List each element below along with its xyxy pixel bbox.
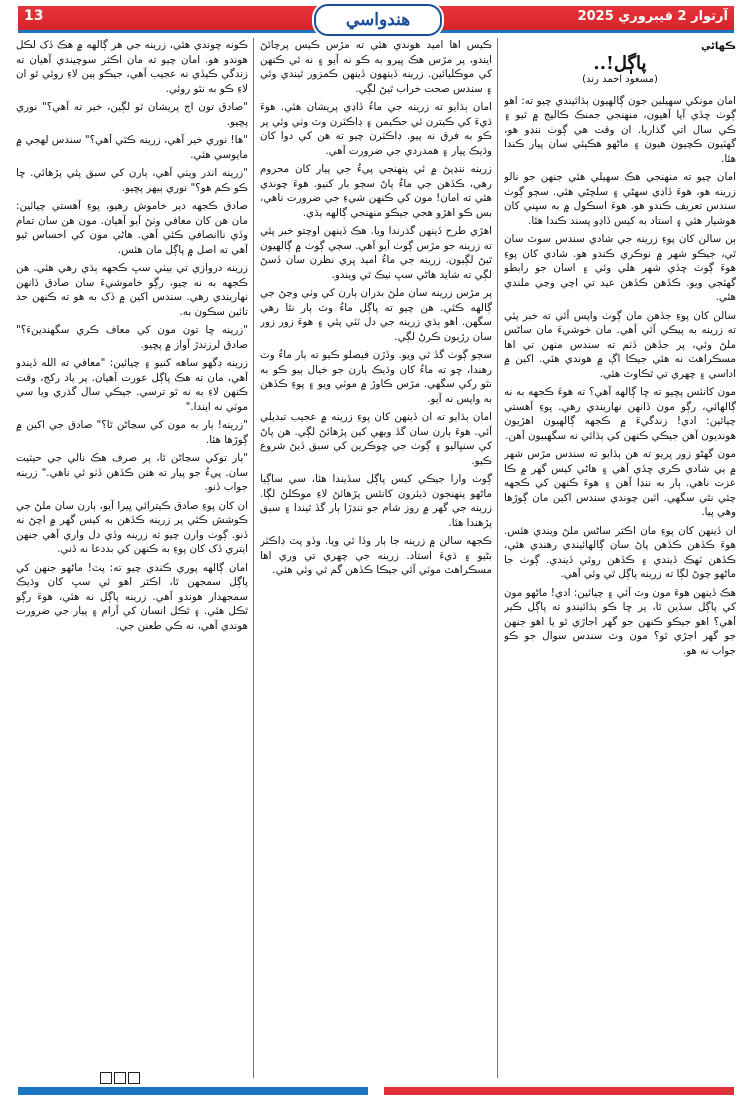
page-number: 13 bbox=[24, 8, 44, 24]
article-columns bbox=[16, 38, 736, 1078]
paragraph: زرينه ڊگهو ساهه کنيو ۽ چيائين: "معافي ته الله ڏيندو آهي، مان ته هڪ پاڳل عورت آهيان. پر ياد رکج، وقت ڪنهن لاءِ به نه ٿو ترسي. جيڪي سال گذري ويا سي موٽي نه ايندا." bbox=[16, 357, 248, 413]
paragraph: "زرينه! ٻار به مون کي سڃاڻن ٿا؟" صادق جي اکين ۾ ڳوڙها هئا. bbox=[16, 419, 248, 446]
paragraph: ڳوٺ وارا جيڪي کيس پاڳل سڏيندا هئا، سي ساڳيا ماڻهو پنهنجون ڌيئرون کانئس پڙهائڻ لاءِ موڪلڻ لڳا. زرينه جي گهر ۾ روز شام جو ننڍڙا ٻار گڏ ٿيندا ۽ سبق پڙهندا هئا. bbox=[260, 473, 492, 529]
footer-blue-bar bbox=[18, 1087, 368, 1095]
column-divider bbox=[497, 38, 498, 1078]
page-footer bbox=[18, 1083, 734, 1097]
paragraph: امان ٻڌايو ته زرينه جي ماءُ ڏاڍي پريشان هئي. هوءَ ڌيءَ کي ڪيترن ئي حڪيمن ۽ ڊاڪٽرن وٽ وٺي وئي پر ڪو به فرق نه پيو. ڊاڪٽرن چيو ته هن کي دوا کان وڌيڪ پيار ۽ همدردي جي ضرورت آهي. bbox=[260, 101, 492, 157]
column-right bbox=[504, 38, 736, 1078]
paragraph: زرينه ننڍپڻ ۾ ئي پنهنجي پيءُ جي پيار کان محروم رهي، ڪڏهن جي ماءُ پاڻ سڄو بار کنيو. هوءَ چوندي هئي ته امان! مون کي ڪنهن شيءِ جي ضرورت ناهي، بس ڪو اهڙو هجي جيڪو منهنجي ڳالهه ٻڌي. bbox=[260, 163, 492, 219]
paragraph: سالن کان پوءِ جڏهن مان ڳوٺ واپس آئي ته خبر پئي ته زرينه به پيڪي آئي آهي. مان خوشيءَ مان ساڻس ملڻ وئي، پر جڏهن ڏٺم ته سندس منهن تي اها مسڪراهٽ نه هئي جيڪا اڳ ۾ هوندي هئي. اکين ۾ اداسي ۽ چهري تي ٿڪاوٽ هئي. bbox=[504, 309, 736, 380]
paragraph: پر مڙس زرينه سان ملڻ بدران ٻارن کي وٺي وڃڻ جي ڳالهه ڪئي. هن چيو ته پاڳل ماءُ وٽ ٻار نٿا رهي سگهن. اهو ٻڌي زرينه جي دل ٽٽي پئي ۽ هوءَ زور زور سان رڙيون ڪرڻ لڳي. bbox=[260, 287, 492, 343]
paragraph: ان کان پوءِ صادق ڪيترائي ڀيرا آيو، ٻارن سان ملڻ جي ڪوشش ڪئي پر زرينه ڪڏهن به کيس گهر ۾ اچڻ نه ڏنو. ڳوٺ وارن چيو ته زرينه وڏي دل واري آهي جنهن ايتري ڏک کان پوءِ به ڪنهن کي بددعا نه ڏني. bbox=[16, 499, 248, 555]
paragraph: ڪيس اها اميد هوندي هئي ته مڙس ڪيس پرچائڻ ايندو، پر مڙس هڪ ڀيرو به ڪو نه آيو ۽ نه ئي ڪنهن کي موڪليائين. زرينه ڏينهون ڏينهن ڪمزور ٿيندي وئي ۽ سندس صحت خراب ٿيڻ لڳي. bbox=[260, 39, 492, 95]
paragraph: صادق ڪجهه دير خاموش رهيو، پوءِ آهستي چيائين: مان هن کان معافي وٺڻ آيو آهيان. مون هن سان تمام وڏي ناانصافي ڪئي آهي. هاڻي مون کي احساس ٿيو آهي ته اصل ۾ پاڳل مان هئس. bbox=[16, 200, 248, 256]
paragraph: ان ڏينهن کان پوءِ مان اڪثر ساڻس ملڻ ويندي هئس. هوءَ ڪڏهن ڪڏهن پاڻ سان ڳالهائيندي رهندي هئي، ڪڏهن ٽهڪ ڏيندي ۽ ڪڏهن روئي ڏيندي. ڳوٺ جا ماڻهو چوڻ لڳا ته زرينه پاڳل ٿي وئي آهي. bbox=[504, 524, 736, 580]
column-middle bbox=[260, 38, 492, 1078]
logo-text: هندواسي bbox=[345, 10, 411, 30]
column-divider bbox=[253, 38, 254, 1078]
paragraph: "ٻار توکي سڃاڻن ٿا، پر صرف هڪ نالي جي حيثيت سان. پيءُ جو پيار ته هنن ڪڏهن ڏٺو ئي ناهي." زرينه جواب ڏنو. bbox=[16, 452, 248, 493]
paragraph: امان ٻڌايو ته ان ڏينهن کان پوءِ زرينه ۾ عجيب تبديلي آئي. هوءَ ٻارن سان گڏ ويهي کين پڙهائڻ لڳي. هن پاڻ کي سنڀاليو ۽ ڳوٺ جي ڇوڪرين کي سبق ڏيڻ شروع ڪيو. bbox=[260, 411, 492, 467]
story-author: (مسعود احمد رند) bbox=[582, 74, 658, 85]
paragraph: "ها! نوري خير آهي، زرينه ڪٿي آهي؟" سندس لهجي ۾ مايوسي هئي. bbox=[16, 134, 248, 161]
newspaper-logo bbox=[314, 4, 442, 36]
paragraph: مون کانئس پڇيو ته ڇا ڳالهه آهي؟ ته هوءَ ڪجهه به نه ڳالهائي، رڳو مون ڏانهن نهاريندي رهي. پوءِ آهستي چيائين: ادي! زندگيءَ ۾ ڪجهه ڳالهيون اهڙيون هونديون آهن جيڪي ڪنهن کي ٻڌائي نه سگهبيون آهن. bbox=[504, 386, 736, 442]
column-left bbox=[16, 38, 248, 1078]
paragraph: "زرينه اندر ويٺي آهي، ٻارن کي سبق پئي پڙهائي. ڇا ڪو ڪم هو؟" نوري ٻيهر پڇيو. bbox=[16, 167, 248, 194]
footer-red-bar bbox=[384, 1087, 734, 1095]
paragraph: "زرينه ڇا تون مون کي معاف ڪري سگهندينءَ؟" صادق لرزندڙ آواز ۾ پڇيو. bbox=[16, 324, 248, 351]
paragraph: امان ڳالهه پوري ڪندي چيو ته: پٽ! ماڻهو جنهن کي پاڳل سمجهن ٿا، اڪثر اهو ئي سڀ کان وڌيڪ سمجهدار هوندو آهي. زرينه پاڳل نه هئي، هوءَ رڳو ٿڪل هئي. ۽ ٿڪل انسان کي آرام ۽ پيار جي ضرورت هوندي آهي، نه ڪي طعنن جي. bbox=[16, 561, 248, 632]
paragraph: هڪ ڏينهن هوءَ مون وٽ آئي ۽ چيائين: ادي! ماڻهو مون کي پاڳل سڏين ٿا، پر ڇا ڪو ٻڌائيندو ته پاڳل ڪير آهي؟ اهو جيڪو ڪنهن جو گهر اجاڙي ٿو يا اهو جنهن جو گهر اجڙي ٿو؟ مون وٽ سندس سوال جو ڪو جواب نه هو. bbox=[504, 586, 736, 657]
paragraph: امان مونکي سهيلين جون ڳالهيون ٻڌائيندي چيو ته: اهو ڳوٺ ڇڏي آيا آهيون، منهنجي جمنڪ ڪاليج ۾ ٿيو ۽ ڪي سال اتي گذاريا. ان وقت هي ڳوٺ ننڍو هو، گهٽيون ڪچيون هيون ۽ ماڻهو هڪٻئي سان پيار ڪندا هئا. bbox=[504, 94, 736, 165]
paragraph: مون گهڻو زور ڀريو ته هن ٻڌايو ته سندس مڙس شهر ۾ ٻي شادي ڪري ڇڏي آهي ۽ هاڻي کيس گهر ۾ ڪا عزت ناهي. ٻار به ننڍا آهن ۽ هوءَ ڪنهن کي ڪجهه چئي نٿي سگهي. ائين چوندي سندس اکين مان ڳوڙها وهي پيا. bbox=[504, 448, 736, 518]
paragraph: سڄو ڳوٺ گڏ ٿي ويو. وڏڙن فيصلو ڪيو ته ٻار ماءُ وٽ رهندا، ڇو ته ماءُ کان وڌيڪ ٻارن جو خيال ٻيو ڪو به نٿو رکي سگهي. مڙس ڪاوڙ ۾ موٽي ويو ۽ پوءِ ڪڏهن به واپس نه آيو. bbox=[260, 349, 492, 405]
story-kind: ڪهاڻي bbox=[701, 41, 736, 52]
paragraph: "صادق تون اڄ پريشان ٿو لڳين، خير ته آهي؟" نوري پڇيو. bbox=[16, 101, 248, 128]
paragraph: امان چيو ته منهنجي هڪ سهيلي هئي جنهن جو نالو زرينه هو، هوءَ ڏاڍي سهڻي ۽ سلڇڻي هئي. سڄو ڳوٺ سندس تعريف ڪندو هو. هوءَ اسڪول ۾ به سڀني کان هوشيار هئي ۽ استاد به کيس ڏاڍو پسند ڪندا هئا. bbox=[504, 171, 736, 227]
paragraph: ٻن سالن کان پوءِ زرينه جي شادي سندس سوٽ سان ٿي، جيڪو شهر ۾ نوڪري ڪندو هو. شادي کان پوءِ هوءَ ڳوٺ ڇڏي شهر هلي وئي ۽ اسان جو رابطو گهٽجي ويو. ڪڏهن ڪڏهن عيد تي اچي وڃي ملندي هئي. bbox=[504, 233, 736, 303]
issue-date: آرتوار 2 فيبروري 2025 bbox=[577, 9, 728, 24]
paragraph: ڪونه چوندي هئي، زرينه جي هر ڳالهه ۾ هڪ ڏک لڪل هوندو هو. امان چيو ته مان اڪثر سوچيندي آهيان ته زندگي ڪيڏي نه عجيب آهي، جيڪو ٻين لاءِ روئي ٿو ان لاءِ ڪو به نٿو روئي. bbox=[16, 39, 248, 95]
paragraph: زرينه دروازي تي بيٺي سڀ ڪجهه ٻڌي رهي هئي. هن ڪجهه به نه چيو، رڳو خاموشيءَ سان صادق ڏانهن نهاريندي رهي. سندس اکين ۾ ڏک به هو ته ڪنهن حد تائين سڪون به. bbox=[16, 262, 248, 318]
story-title: پاڳل!.. bbox=[593, 52, 647, 74]
paragraph: ڪجهه سالن ۾ زرينه جا ٻار وڏا ٿي ويا. وڏو پٽ ڊاڪٽر بڻيو ۽ ڌيءَ استاد. زرينه جي چهري تي وري اها مسڪراهٽ موٽي آئي جيڪا ڪڏهن گم ٿي وئي هئي. bbox=[260, 535, 492, 576]
paragraph: اهڙي طرح ڏينهن گذرندا ويا. هڪ ڏينهن اوچتو خبر پئي ته زرينه جو مڙس ڳوٺ آيو آهي. سڄي ڳوٺ ۾ ڳالهيون ٿيڻ لڳيون. زرينه جي ماءُ اميد ڀري نظرن سان ڏسڻ لڳي ته شايد هاڻي سڀ ٺيڪ ٿي ويندو. bbox=[260, 225, 492, 281]
